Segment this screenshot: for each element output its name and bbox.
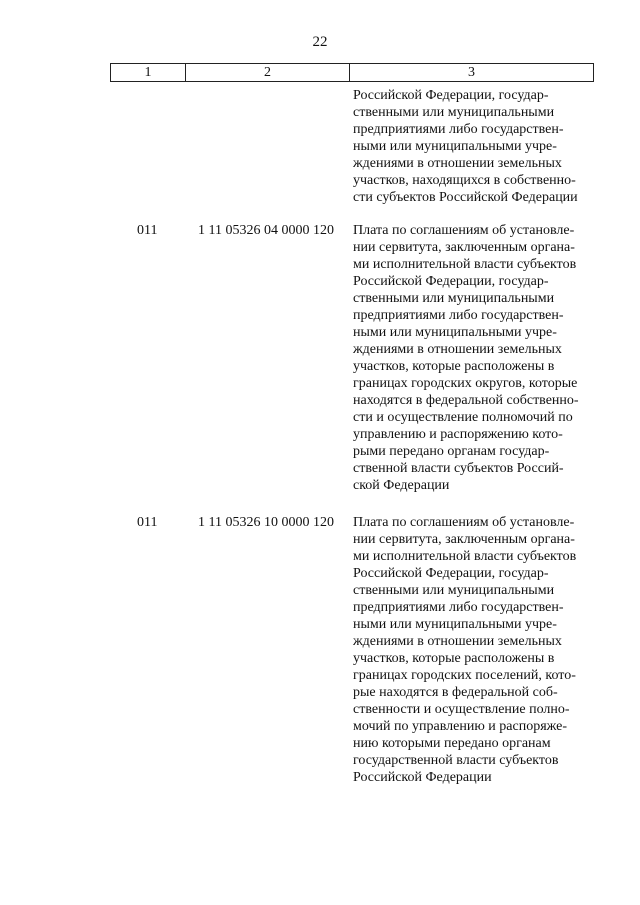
- description-line: границах городских поселений, кото-: [353, 668, 576, 683]
- description-line: предприятиями либо государствен-: [353, 600, 564, 615]
- continuation-description: [353, 87, 593, 206]
- admin-code: 011: [137, 515, 158, 530]
- description-line: Российской Федерации, государ-: [353, 274, 549, 289]
- description-line: рые находятся в федеральной соб-: [353, 685, 558, 700]
- column-header-3: 3: [468, 65, 475, 80]
- description-line: участков, которые расположены в: [353, 651, 555, 666]
- description-line: Плата по соглашениям об установле-: [353, 223, 575, 238]
- description-line: ственными или муниципальными: [353, 105, 555, 120]
- description-line: нии сервитута, заключенным органа-: [353, 532, 575, 547]
- description-line: ственности и осуществление полно-: [353, 702, 570, 717]
- column-header-row: [110, 63, 594, 82]
- description-line: ми исполнительной власти субъектов: [353, 549, 577, 564]
- budget-classification-code: 1 11 05326 04 0000 120: [198, 223, 334, 238]
- description-line: государственной власти субъектов: [353, 753, 559, 768]
- description-line: ственными или муниципальными: [353, 583, 555, 598]
- description-line: управлению и распоряжению кото-: [353, 427, 563, 442]
- description-line: ными или муниципальными учре-: [353, 325, 557, 340]
- description-line: мочий по управлению и распоряже-: [353, 719, 568, 734]
- description-line: ственной власти субъектов Россий-: [353, 461, 564, 476]
- budget-classification-code: 1 11 05326 10 0000 120: [198, 515, 334, 530]
- description-line: сти и осуществление полномочий по: [353, 410, 573, 425]
- description-line: предприятиями либо государствен-: [353, 308, 564, 323]
- description-line: нию которыми передано органам: [353, 736, 551, 751]
- description-line: предприятиями либо государствен-: [353, 122, 564, 137]
- description-line: нии сервитута, заключенным органа-: [353, 240, 575, 255]
- description-line: Российской Федерации: [353, 770, 492, 785]
- description-line: ждениями в отношении земельных: [353, 342, 562, 357]
- description-line: ными или муниципальными учре-: [353, 617, 557, 632]
- description-line: границах городских округов, которые: [353, 376, 578, 391]
- description-line: сти субъектов Российской Федерации: [353, 190, 578, 205]
- row-description: [353, 514, 593, 786]
- description-line: рыми передано органам государ-: [353, 444, 550, 459]
- column-header-2: 2: [186, 64, 350, 81]
- description-line: находятся в федеральной собственно-: [353, 393, 579, 408]
- description-line: Российской Федерации, государ-: [353, 88, 549, 103]
- description-line: ждениями в отношении земельных: [353, 156, 562, 171]
- admin-code: 011: [137, 223, 158, 238]
- row-description: [353, 222, 593, 494]
- description-line: ми исполнительной власти субъектов: [353, 257, 577, 272]
- column-header-1: 1: [111, 64, 186, 81]
- description-line: ственными или муниципальными: [353, 291, 555, 306]
- page-number: 22: [312, 34, 328, 50]
- description-line: Российской Федерации, государ-: [353, 566, 549, 581]
- description-line: Плата по соглашениям об установле-: [353, 515, 575, 530]
- description-line: участков, находящихся в собственно-: [353, 173, 576, 188]
- description-line: ными или муниципальными учре-: [353, 139, 557, 154]
- description-line: ской Федерации: [353, 478, 450, 493]
- description-line: ждениями в отношении земельных: [353, 634, 562, 649]
- description-line: участков, которые расположены в: [353, 359, 555, 374]
